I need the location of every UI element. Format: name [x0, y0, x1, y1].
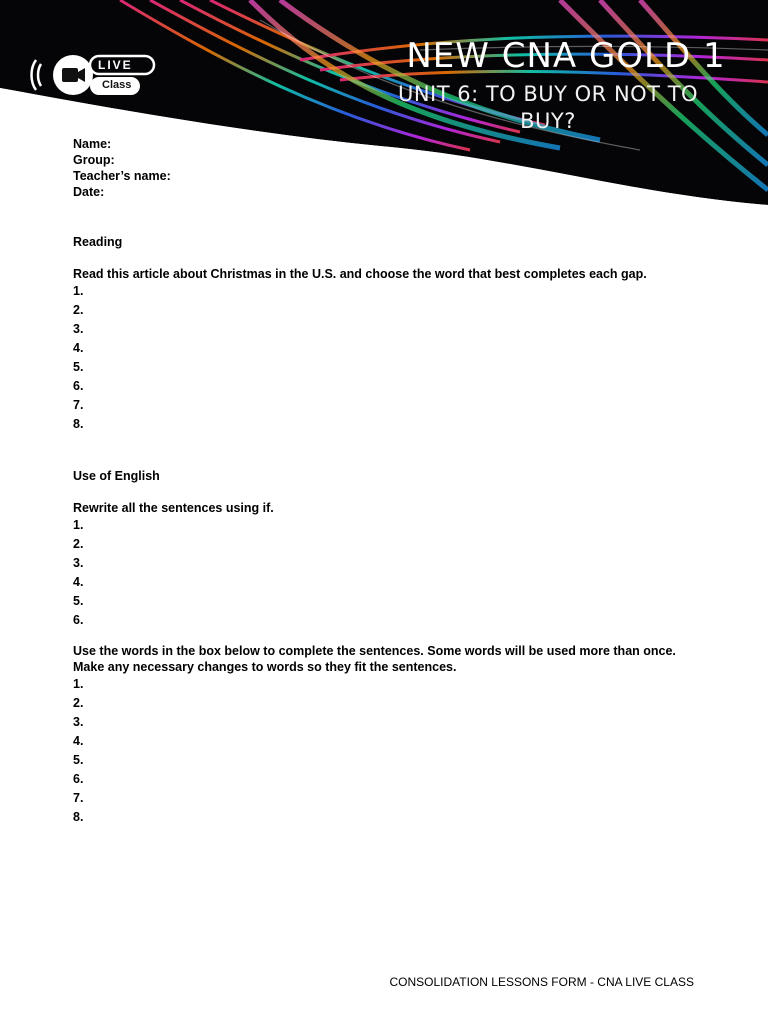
- use-of-english-section: [73, 468, 713, 827]
- date-label: Date:: [73, 185, 105, 199]
- list-item: 7.: [73, 791, 84, 805]
- name-label: Name:: [73, 137, 112, 151]
- page-subtitle: UNIT 6: TO BUY OR NOT TO BUY?: [397, 82, 699, 133]
- list-item: 3.: [73, 715, 84, 729]
- list-item: 1.: [73, 677, 84, 691]
- reading-section: [73, 234, 713, 434]
- list-item: 3.: [73, 322, 84, 336]
- list-item: 5.: [73, 753, 84, 767]
- group-label: Group:: [73, 153, 115, 167]
- list-item: 4.: [73, 575, 84, 589]
- use-of-english-heading: Use of English: [73, 469, 160, 483]
- worksheet-body: [73, 136, 713, 827]
- page-title: NEW CNA GOLD 1: [406, 36, 726, 76]
- list-item: 6.: [73, 613, 84, 627]
- list-item: 5.: [73, 360, 84, 374]
- list-item: 6.: [73, 379, 84, 393]
- list-item: 2.: [73, 696, 84, 710]
- logo-live-text: LIVE: [98, 58, 133, 72]
- list-item: 8.: [73, 810, 84, 824]
- student-info: [73, 136, 713, 200]
- logo-graphic: [28, 50, 158, 100]
- list-item: 2.: [73, 303, 84, 317]
- list-item: 1.: [73, 284, 84, 298]
- word-box-answer-list: [73, 675, 713, 827]
- cna-live-class-logo: [28, 50, 158, 100]
- reading-heading: Reading: [73, 235, 123, 249]
- list-item: 3.: [73, 556, 84, 570]
- rewrite-instruction: Rewrite all the sentences using if.: [73, 501, 274, 515]
- reading-instruction: Read this article about Christmas in the U.S. and choose the word that best completes each gap.: [73, 267, 647, 281]
- reading-answer-list: [73, 282, 713, 434]
- list-item: 7.: [73, 398, 84, 412]
- rewrite-answer-list: [73, 516, 713, 630]
- list-item: 8.: [73, 417, 84, 431]
- word-box-instruction-line1: Use the words in the box below to complete the sentences. Some words will be used more than once.: [73, 644, 676, 658]
- list-item: 5.: [73, 594, 84, 608]
- list-item: 4.: [73, 341, 84, 355]
- logo-class-text: Class: [102, 79, 132, 91]
- page-footer: CONSOLIDATION LESSONS FORM - CNA LIVE CLASS: [389, 975, 694, 989]
- word-box-instruction-line2: Make any necessary changes to words so they fit the sentences.: [73, 660, 457, 674]
- list-item: 1.: [73, 518, 84, 532]
- teacher-name-label: Teacher’s name:: [73, 169, 171, 183]
- list-item: 2.: [73, 537, 84, 551]
- list-item: 4.: [73, 734, 84, 748]
- list-item: 6.: [73, 772, 84, 786]
